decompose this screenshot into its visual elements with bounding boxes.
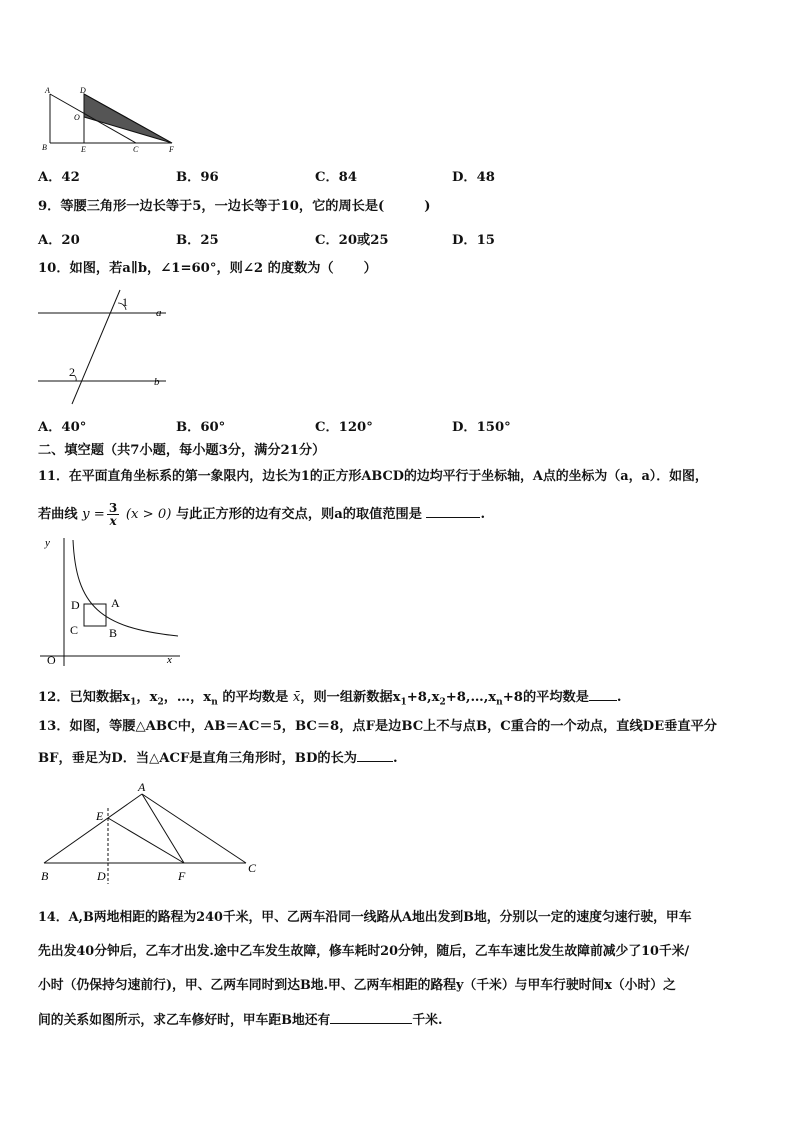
q11-condition: (x > 0) bbox=[125, 507, 172, 522]
q11-fraction bbox=[107, 502, 119, 527]
figure-q11 bbox=[40, 536, 182, 668]
label-A: A bbox=[138, 780, 146, 794]
question-14-line3: 小时（仍保持匀速前行)，甲、乙两车同时到达B地.甲、乙两车相距的路程y（千米）与甲车行驶时间x（小时）之 bbox=[38, 978, 676, 993]
q12-sub-2: 2 bbox=[157, 697, 164, 708]
label-D: D bbox=[71, 598, 80, 612]
q12-end: . bbox=[616, 690, 622, 705]
label-A: A bbox=[111, 596, 120, 610]
q12-sub-1b: 1 bbox=[400, 697, 407, 708]
question-9 bbox=[38, 198, 431, 216]
q12-text-d: 的平均数是 bbox=[222, 690, 289, 705]
q8-option-a[interactable]: A．42 bbox=[38, 170, 80, 185]
q12-text-e: ，则一组新数据x bbox=[300, 690, 401, 705]
q11-frac-num: 3 bbox=[108, 501, 118, 515]
q10-text: 10．如图，若a∥b，∠1=60°，则∠2 的度数为（ bbox=[38, 261, 334, 276]
label-axis-x: x bbox=[167, 654, 172, 666]
q12-answer-blank[interactable] bbox=[589, 688, 617, 701]
q9-option-c[interactable]: C．20或25 bbox=[315, 233, 389, 248]
label-origin: O bbox=[47, 653, 56, 667]
label-B: B bbox=[109, 626, 118, 640]
q9-text: 9．等腰三角形一边长等于5，一边长等于10，它的周长是( bbox=[38, 199, 385, 214]
label-line-a: a bbox=[156, 307, 162, 319]
q11-answer-blank[interactable] bbox=[426, 505, 480, 518]
label-line-b: b bbox=[154, 376, 160, 388]
q12-text-c: ，…，x bbox=[163, 690, 212, 705]
figure-q10 bbox=[38, 286, 168, 406]
q9-option-b[interactable]: B．25 bbox=[176, 233, 219, 248]
label-C: C bbox=[248, 861, 257, 875]
q8-option-b[interactable]: B．96 bbox=[176, 170, 219, 185]
section-2-heading: 二、填空题（共7小题，每小题3分，满分21分） bbox=[38, 443, 326, 458]
q14-line4-text: 间的关系如图所示，求乙车修好时，甲车距B地还有 bbox=[38, 1013, 331, 1028]
label-F: F bbox=[169, 145, 174, 154]
label-B: B bbox=[42, 143, 47, 152]
question-10 bbox=[38, 260, 377, 278]
q13-end: . bbox=[392, 751, 398, 766]
q12-sub-1: 1 bbox=[130, 697, 137, 708]
q12-text-h: +8的平均数是 bbox=[502, 690, 589, 705]
q13-answer-blank[interactable] bbox=[357, 749, 393, 762]
question-14-line4 bbox=[38, 1011, 442, 1030]
label-C: C bbox=[133, 145, 139, 154]
q12-sub-2b: 2 bbox=[439, 697, 446, 708]
label-axis-y: y bbox=[45, 537, 50, 549]
question-11-line1: 11．在平面直角坐标系的第一象限内，边长为1的正方形ABCD的边均平行于坐标轴，A点的坐标为（a，a）．如图， bbox=[38, 469, 708, 484]
q10-option-a[interactable]: A．40° bbox=[38, 420, 87, 435]
q13-line2-text: BF，垂足为D．当△ACF是直角三角形时，BD的长为 bbox=[38, 751, 357, 766]
q11-end: . bbox=[480, 507, 486, 522]
q12-text-g: +8,…,x bbox=[445, 690, 497, 705]
label-O: O bbox=[74, 113, 80, 122]
q10-option-c[interactable]: C．120° bbox=[315, 420, 373, 435]
question-13-line2 bbox=[38, 749, 398, 768]
q12-xbar: x̄ bbox=[292, 690, 301, 705]
q9-close: ) bbox=[424, 199, 431, 214]
figure-q8 bbox=[38, 84, 188, 156]
q14-answer-blank[interactable] bbox=[330, 1011, 412, 1024]
label-E: E bbox=[96, 809, 104, 823]
q14-end: 千米. bbox=[412, 1013, 443, 1028]
label-F: F bbox=[178, 869, 186, 883]
label-D: D bbox=[97, 869, 106, 883]
q10-close: ） bbox=[363, 261, 377, 276]
label-angle-1: 1 bbox=[122, 295, 128, 309]
label-D: D bbox=[80, 86, 86, 95]
q11-text-a: 若曲线 bbox=[38, 507, 78, 522]
label-B: B bbox=[41, 869, 49, 883]
label-C: C bbox=[70, 623, 79, 637]
q12-sub-n: n bbox=[211, 697, 218, 708]
label-angle-2: 2 bbox=[69, 365, 75, 379]
q9-option-d[interactable]: D．15 bbox=[452, 233, 495, 248]
label-E: E bbox=[81, 145, 86, 154]
question-13-line1: 13．如图，等腰△ABC中，AB＝AC＝5，BC＝8，点F是边BC上不与点B，C重合的一个动点，直线DE垂直平分 bbox=[38, 719, 717, 734]
label-A: A bbox=[45, 86, 50, 95]
question-14-line2: 先出发40分钟后，乙车才出发.途中乙车发生故障，修车耗时20分钟，随后，乙车车速比发生故障前减少了10千米/ bbox=[38, 944, 690, 959]
q12-text-a: 12．已知数据x bbox=[38, 690, 131, 705]
question-14-line1: 14．A,B两地相距的路程为240千米，甲、乙两车沿同一线路从A地出发到B地，分别以一定的速度匀速行驶，甲车 bbox=[38, 910, 692, 925]
figure-q13 bbox=[36, 780, 266, 886]
q11-y-eq: y = bbox=[82, 507, 105, 522]
question-11-line2 bbox=[38, 502, 485, 527]
question-12 bbox=[38, 688, 621, 712]
q12-text-f: +8,x bbox=[406, 690, 440, 705]
q10-option-b[interactable]: B．60° bbox=[176, 420, 226, 435]
q12-sub-nb: n bbox=[496, 697, 503, 708]
q11-frac-den: x bbox=[109, 514, 117, 528]
q12-text-b: ，x bbox=[136, 690, 158, 705]
q9-option-a[interactable]: A．20 bbox=[38, 233, 80, 248]
q8-option-c[interactable]: C．84 bbox=[315, 170, 358, 185]
q11-text-b: 与此正方形的边有交点，则a的取值范围是 bbox=[175, 507, 422, 522]
q10-option-d[interactable]: D．150° bbox=[452, 420, 511, 435]
q8-option-d[interactable]: D．48 bbox=[452, 170, 495, 185]
